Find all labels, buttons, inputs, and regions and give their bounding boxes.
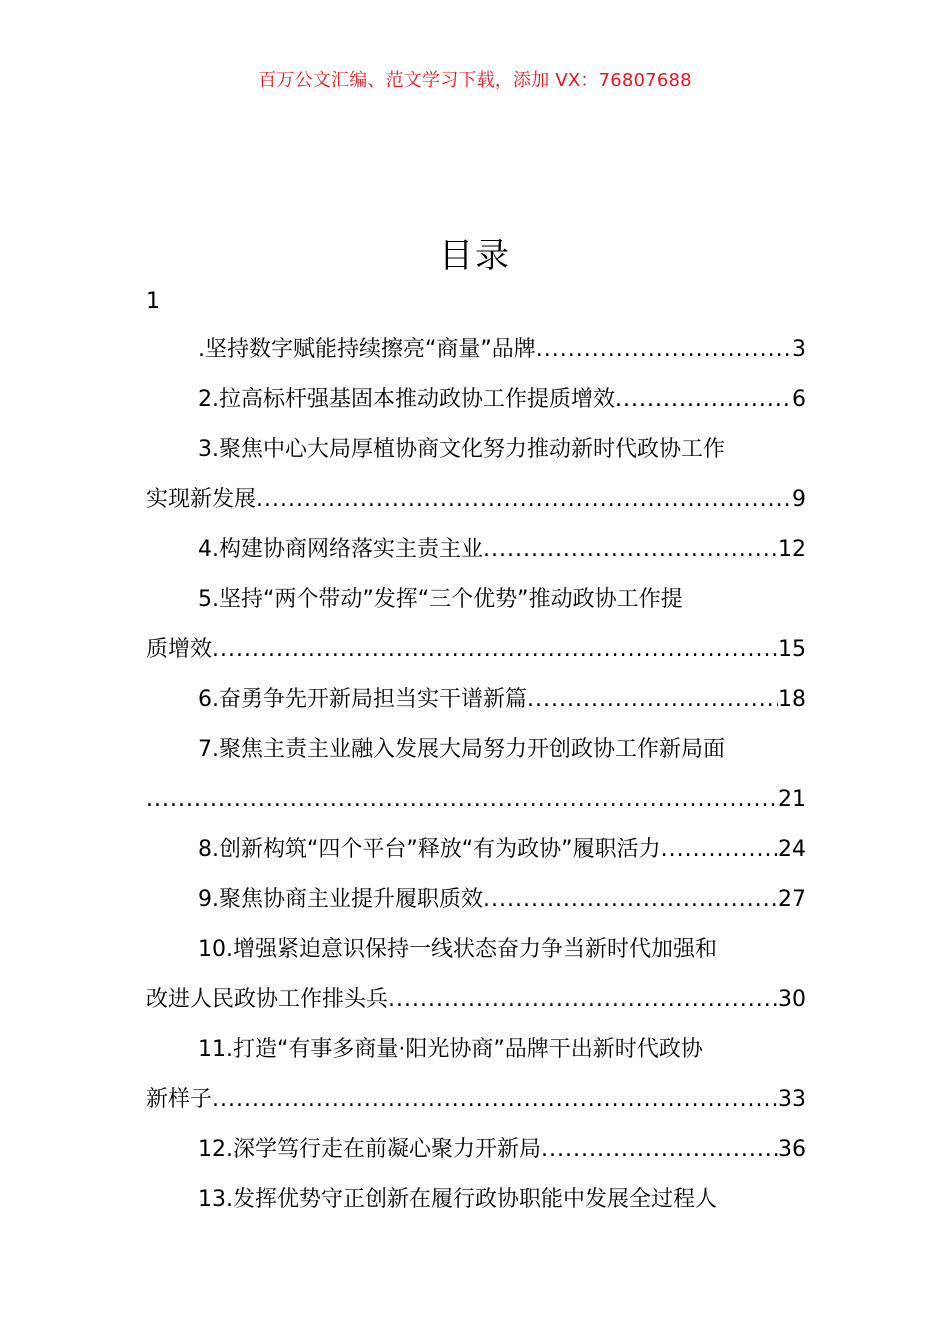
toc-entry-2[interactable]: 2.拉高标杆强基固本推动政协工作提质增效 ..... 6 [146,380,806,420]
toc-entry-4[interactable]: 4.构建协商网络落实主责主业 ..... 12 [146,530,806,570]
toc-entry-3[interactable]: 3.聚焦中心大局厚植协商文化努力推动新时代政协工作 [198,437,725,462]
toc-entry-3-cont[interactable]: 实现新发展 ..... 9 [146,480,806,520]
toc-entry-12[interactable]: 12.深学笃行走在前凝心聚力开新局 ..... 36 [146,1130,806,1170]
toc-entry-10[interactable]: 10.增强紧迫意识保持一线状态奋力争当新时代加强和 [198,937,717,962]
toc-entry-7-cont[interactable]: ..... 21 [146,780,806,820]
toc-entry-5-cont[interactable]: 质增效 ..... 15 [146,630,806,670]
toc-entry-7[interactable]: 7.聚焦主责主业融入发展大局努力开创政协工作新局面 [198,737,725,762]
toc-entry-9[interactable]: 9.聚焦协商主业提升履职质效 ..... 27 [146,880,806,920]
page-title: 目录 [439,236,511,276]
toc-entry-11[interactable]: 11.打造“有事多商量·阳光协商”品牌干出新时代政协 [198,1037,703,1062]
toc-entry-11-cont[interactable]: 新样子 ..... 33 [146,1080,806,1120]
stray-number: 1 [146,289,160,314]
toc-entry-10-cont[interactable]: 改进人民政协工作排头兵 ..... 30 [146,980,806,1020]
toc-entry-6[interactable]: 6.奋勇争先开新局担当实干谱新篇 ..... 18 [146,680,806,720]
toc-entry-5[interactable]: 5.坚持“两个带动”发挥“三个优势”推动政协工作提 [198,587,683,612]
toc-entry-13[interactable]: 13.发挥优势守正创新在履行政协职能中发展全过程人 [198,1187,717,1212]
toc-entry-8[interactable]: 8.创新构筑“四个平台”释放“有为政协”履职活力 ..... 24 [146,830,806,870]
toc-entry-1[interactable]: .坚持数字赋能持续擦亮“商量”品牌 ..... 3 [146,330,806,370]
watermark-header: 百万公文汇编、范文学习下载，添加 VX：76807688 [258,70,692,91]
